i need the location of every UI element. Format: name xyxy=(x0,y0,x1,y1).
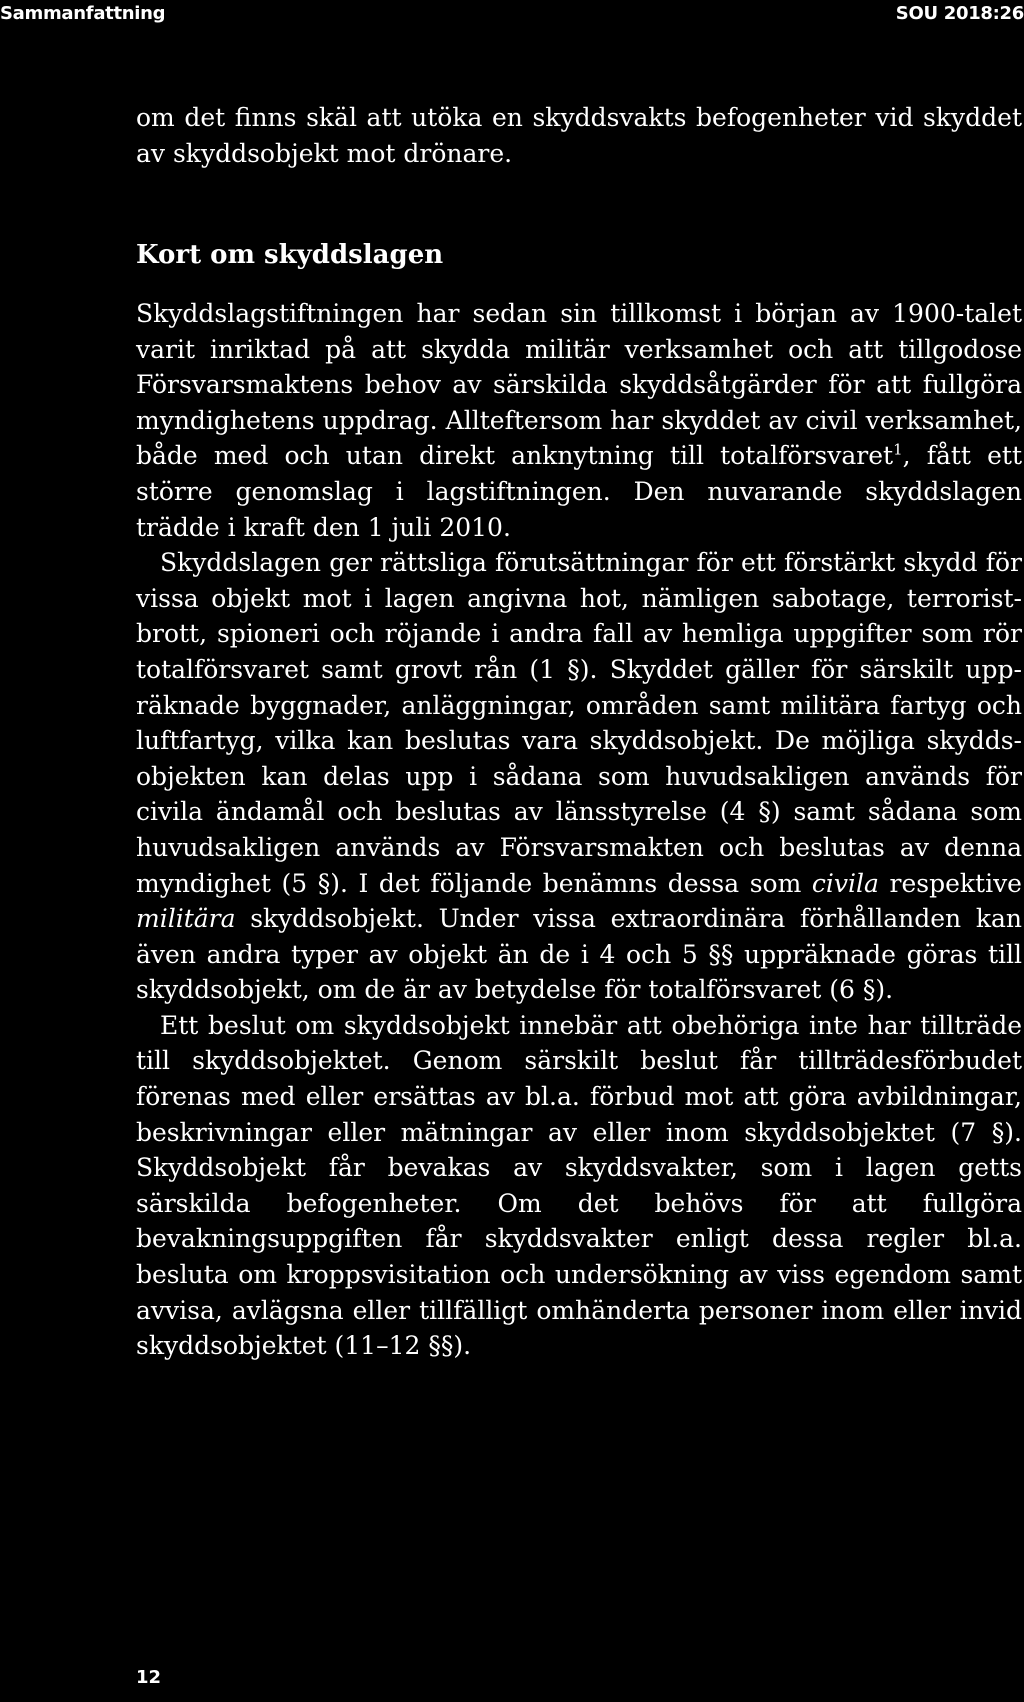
paragraph-3: Ett beslut om skyddsobjekt innebär att obehöriga inte har tillträde till skyddsobjektet. Genom särskilt beslut får tillträdesförbudet förenas med eller ersättas av bl.a. förbud mot att göra avbildningar, beskrivningar eller mätningar av eller inom skyddsobjektet (7 §). Skyddsobjekt får bevakas av skyddsvakter, som i lagen getts särskilda befogenheter. Om det behövs för att fullgöra bevakningsuppgiften får skyddsvakter enligt dessa regler bl.a. besluta om kroppsvisitation och undersökning av viss egendom samt avvisa, avlägsna eller tillfälligt omhänderta personer inom eller invid skyddsobjektet (11–12 §§). xyxy=(136,1010,1022,1361)
paragraph-1-text-b: , fått ett större genomslag i lagstiftningen. Den nuvarande skyddslagen trädde i kraft den 1 juli 2010. xyxy=(136,441,1022,542)
paragraph-1-text-a: Skyddslagstiftningen har sedan sin tillkomst i början av 1900-talet varit inriktad på att skydda militär verksamhet och att tillgodose Försvarsmaktens behov av särskilda skyddsåtgärder för att fullgöra myndighetens uppdrag. Allteftersom har skyddet av civil verksamhet, både med och utan direkt anknytning till totalförsvaret xyxy=(136,299,1022,471)
header-section-title: Sammanfattning xyxy=(0,3,166,24)
paragraph-1 xyxy=(136,296,1022,545)
section-body xyxy=(136,296,1022,1364)
running-header xyxy=(0,0,1024,34)
paragraph-2 xyxy=(136,545,1022,1008)
section-heading: Kort om skyddslagen xyxy=(136,240,444,270)
paragraph-2-text-c: skyddsobjekt. Under vissa extraordinära förhållanden kan även andra typer av objekt än de i 4 och 5 §§ uppräknade göras till skyddsobjekt, om de är av betydelse för totalförsvaret (6 §). xyxy=(136,904,1022,1005)
page-number: 12 xyxy=(136,1667,162,1688)
lead-paragraph: om det finns skäl att utöka en skyddsvakts befogenheter vid skyddet av skyddsobjekt mot drönare. xyxy=(136,103,1022,168)
footnote-marker: 1 xyxy=(893,441,903,460)
paragraph-2-italic-civila: civila xyxy=(811,868,879,898)
paragraph-2-text-b: respektive xyxy=(878,868,1022,898)
header-report-id: SOU 2018:26 xyxy=(895,3,1024,24)
paragraph-2-text-a: Skyddslagen ger rättsliga förutsättningar för ett förstärkt skydd för vissa objekt mot i lagen angivna hot, nämligen sabotage, terroristbrott, spioneri och röjande i andra fall av hemliga uppgifter som rör totalförsvaret samt grovt rån (1 §). Skyddet gäller för särskilt uppräknade byggnader, anläggningar, områden samt militära fartyg och luftfartyg, vilka kan beslutas vara skyddsobjekt. De möjliga skyddsobjekten kan delas upp i sådana som huvudsakligen används för civila ändamål och beslutas av länsstyrelse (4 §) samt sådana som huvudsakligen används av Försvarsmakten och beslutas av denna myndighet (5 §). I det följande benämns dessa som xyxy=(136,548,1022,898)
paragraph-2-italic-militara: militära xyxy=(136,904,236,934)
